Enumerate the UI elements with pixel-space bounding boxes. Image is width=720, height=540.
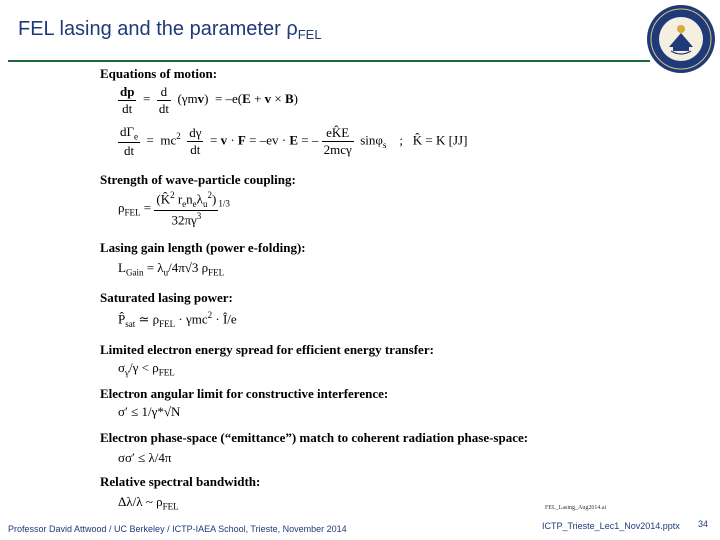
figure-file-label: FEL_Lasing_Aug2014.ai bbox=[545, 505, 607, 511]
equation-energy-spread: $\sigma_\gamma/\gamma < \rho_{FEL}$ bbox=[118, 360, 175, 378]
section-heading: Saturated lasing power: bbox=[100, 290, 233, 305]
equation-rho-fel: $\rho_{FEL}$ = $\frac{(K̂^2 r_en_e\lambda_u^2)}{32\pi\gamma^3}$ $^{1/3}$ bbox=[118, 190, 230, 228]
footer-attribution: Professor David Attwood / UC Berkeley / ICTP-IAEA School, Trieste, November 2014 bbox=[8, 524, 347, 534]
slide-title bbox=[18, 18, 322, 42]
title-rho: ρ bbox=[286, 18, 298, 40]
title-subscript: FEL bbox=[297, 27, 322, 42]
university-seal-icon bbox=[645, 3, 717, 75]
footer-filename: ICTP_Trieste_Lec1_Nov2014.pptx bbox=[542, 521, 680, 531]
section-heading: Relative spectral bandwidth: bbox=[100, 474, 261, 489]
equation-momentum: $\frac{dp}{dt}$ = $\frac{d}{dt}$ (γmv) = –e(E + v × B) bbox=[120, 84, 299, 116]
title-text: FEL lasing and the parameter bbox=[18, 18, 287, 40]
equation-saturated-power: $P̂_{sat}$ ≃ $\rho_{FEL} \cdot \gamma mc^2$ · Î/e bbox=[118, 310, 237, 329]
equation-bandwidth: Δλ/λ ~ $\rho_{FEL}$ bbox=[118, 494, 179, 512]
title-divider bbox=[8, 60, 650, 62]
equation-angular-limit: σ′ ≤ 1/γ*√N bbox=[118, 404, 181, 419]
section-heading: Strength of wave-particle coupling: bbox=[100, 172, 296, 187]
section-heading: Electron angular limit for constructive interference: bbox=[100, 386, 389, 401]
equation-emittance: σσ′ ≤ λ/4π bbox=[118, 450, 172, 465]
section-heading: Lasing gain length (power e-folding): bbox=[100, 240, 306, 255]
section-heading: Electron phase-space (“emittance”) match to coherent radiation phase-space: bbox=[100, 430, 529, 445]
equation-gain-length: $L_{Gain} = \lambda_u/4\pi√3$ $\rho_{FEL}$ bbox=[118, 260, 225, 278]
page-number: 34 bbox=[698, 519, 709, 529]
equation-energy: $\frac{d\Gamma_e}{dt}$ = $mc^2$ $\frac{d\gamma}{dt}$ = v · F = –ev · E = – $\frac{eK̂E}{\text{2mcγ}}$ sinφ$_s$ ; K̂ = K [JJ] bbox=[120, 124, 468, 159]
section-heading: Limited electron energy spread for efficient energy transfer: bbox=[100, 342, 434, 357]
section-heading: Equations of motion: bbox=[100, 66, 218, 81]
